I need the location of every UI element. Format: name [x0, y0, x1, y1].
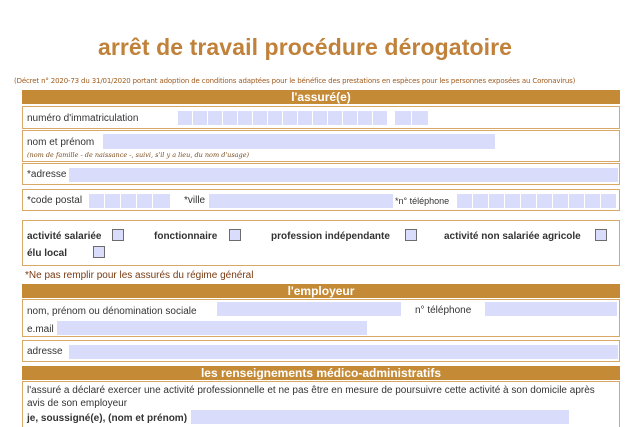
immatriculation-row: [22, 106, 620, 129]
telephone-label: *n° téléphone: [395, 196, 450, 206]
activite-row: [22, 220, 620, 266]
employeur-nom-field[interactable]: [217, 302, 401, 316]
activite-non-salariee-agricole-checkbox[interactable]: [595, 229, 607, 241]
fonctionnaire-label: fonctionnaire: [154, 231, 218, 242]
profession-independante-label: profession indépendante: [271, 231, 390, 242]
soussigne-label: je, soussigné(e), (nom et prénom): [27, 413, 188, 424]
page-title: arrêt de travail procédure dérogatoire: [97, 34, 513, 60]
activite-non-salariee-agricole-label: activité non salariée agricole: [444, 231, 581, 242]
immatriculation-key-field[interactable]: [395, 111, 429, 125]
section-header-employeur: l'employeur: [22, 284, 620, 298]
nom-field[interactable]: [103, 134, 495, 149]
ville-field[interactable]: [209, 194, 393, 208]
telephone-field[interactable]: [457, 194, 617, 208]
activite-salariee-checkbox[interactable]: [112, 229, 124, 241]
adresse-row: [22, 163, 620, 185]
section-header-medico: les renseignements médico-administratifs: [22, 366, 620, 380]
medico-box: [22, 381, 620, 427]
employeur-box: [22, 299, 620, 337]
adresse-field[interactable]: [69, 168, 618, 182]
nom-label: nom et prénom: [27, 137, 95, 148]
adresse-label: *adresse: [27, 169, 67, 180]
employeur-adresse-row: [22, 340, 620, 362]
code-postal-field[interactable]: [89, 194, 171, 208]
employeur-telephone-field[interactable]: [485, 302, 617, 316]
fonctionnaire-checkbox[interactable]: [229, 229, 241, 241]
employeur-telephone-label: n° téléphone: [415, 305, 472, 316]
regime-general-note: *Ne pas remplir pour les assurés du régime général: [25, 270, 254, 281]
nom-row: [22, 130, 620, 162]
elu-local-label: élu local: [27, 248, 68, 259]
soussigne-field[interactable]: [191, 410, 569, 424]
activite-salariee-label: activité salariée: [27, 231, 102, 242]
employeur-email-field[interactable]: [57, 321, 367, 335]
code-postal-label: *code postal: [27, 195, 83, 206]
elu-local-checkbox[interactable]: [93, 246, 105, 258]
section-header-assure: l'assuré(e): [22, 90, 620, 104]
ville-row: [22, 189, 620, 211]
employeur-adresse-field[interactable]: [69, 345, 618, 359]
profession-independante-checkbox[interactable]: [405, 229, 417, 241]
immatriculation-label: numéro d'immatriculation: [27, 113, 139, 124]
decree-reference: (Décret n° 2020-73 du 31/01/2020 portant adoption de conditions adaptées pour le bénéfice des prestations en espèces pour les personnes exposées au Coronavirus): [14, 77, 576, 85]
nom-hint: (nom de famille - de naissance -, suivi, s'il y a lieu, du nom d'usage): [27, 151, 250, 159]
ville-label: *ville: [184, 195, 206, 206]
employeur-nom-label: nom, prénom ou dénomination sociale: [27, 306, 197, 317]
immatriculation-field[interactable]: [178, 111, 388, 125]
medico-declaration: l'assuré a déclaré exercer une activité professionnelle et ne pas être en mesure de poursuivre cette activité à son domicile après avis de son employeur: [27, 385, 595, 409]
employeur-adresse-label: adresse: [27, 346, 63, 357]
employeur-email-label: e.mail: [27, 324, 54, 335]
